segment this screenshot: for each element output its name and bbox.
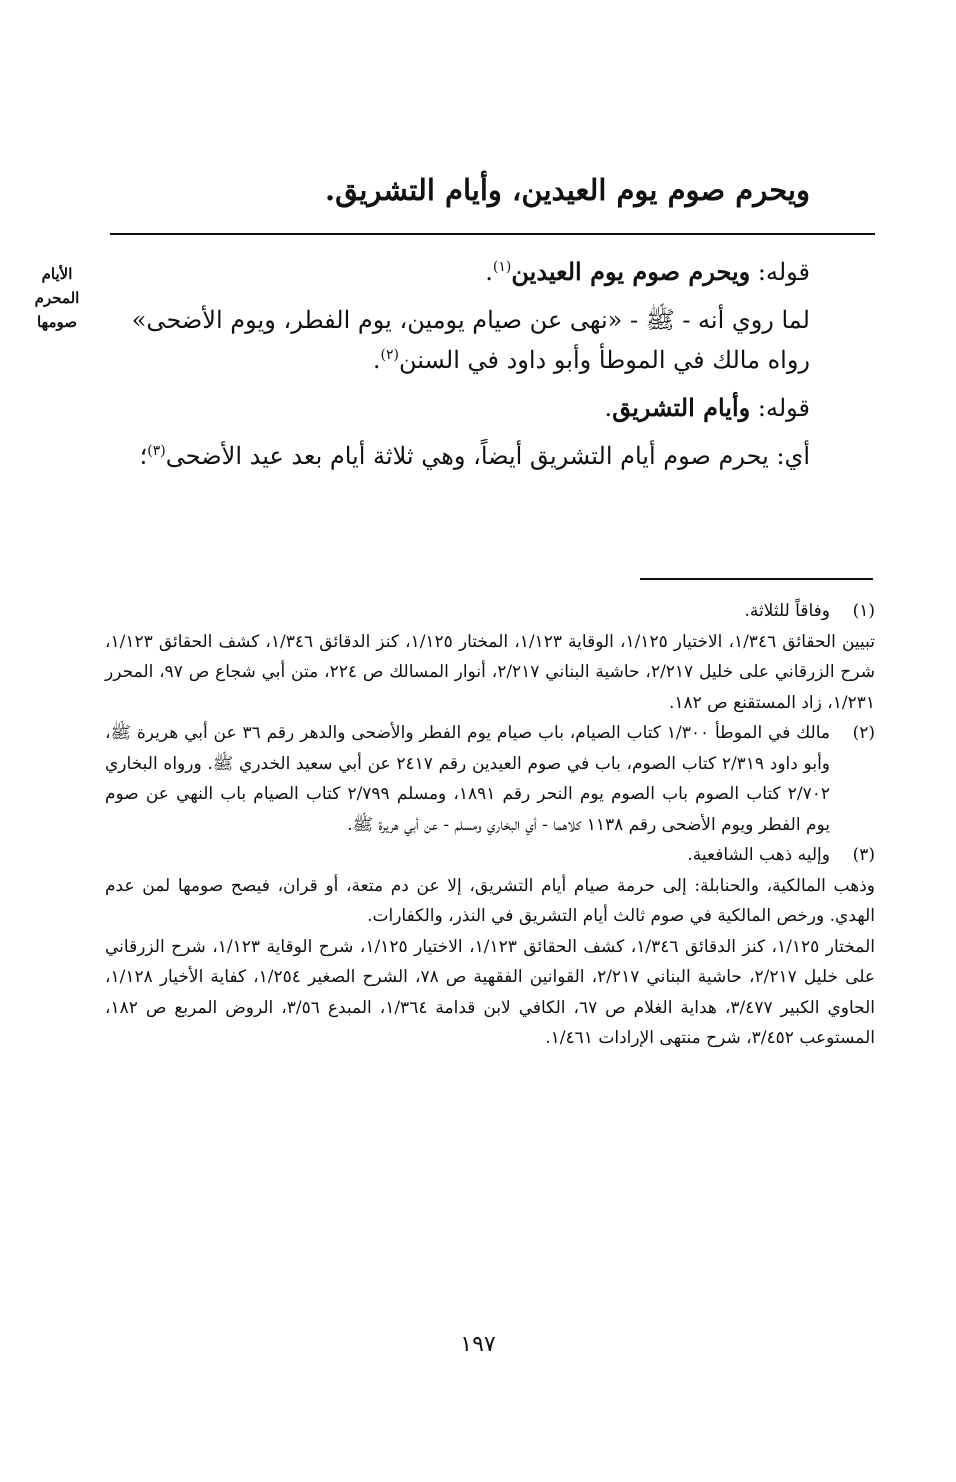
footnote-3-sources: المختار ١/١٢٥، كنز الدقائق ١/٣٤٦، كشف الحقائق ١/١٢٣، الاختيار ١/١٢٥، شرح الوقاية ١/١٢٣، شرح الزرقاني على خليل ٢/٢١٧، حاشية البناني ٢/٢١٧، القوانين الفقهية ص ٧٨، الشرح الصغير ١/٢٥٤، كفاية الأخيار ١/١٢٨، الحاوي الكبير ٣/٤٧٧، هداية الغلام ص ٦٧، الكافي لابن قدامة ١/٣٦٤، المبدع ٣/٥٦، الروض المربع ص ١٨٢، المستوعب ٣/٤٥٢، شرح منتهى الإرادات ١/٤٦١. bbox=[105, 936, 876, 1048]
main-text bbox=[105, 252, 875, 484]
margin-note bbox=[22, 262, 92, 334]
page-number: ١٩٧ bbox=[460, 1332, 496, 1357]
margin-note-line: الأيام bbox=[41, 265, 73, 283]
footnotes bbox=[105, 596, 875, 1054]
paragraph-text: أي: يحرم صوم أيام التشريق أيضاً، وهي ثلاثة أيام بعد عيد الأضحى bbox=[165, 442, 810, 470]
quote-intro: قوله: bbox=[750, 258, 810, 286]
punctuation: . bbox=[485, 258, 493, 286]
quoted-matn: ويحرم صوم يوم العيدين bbox=[511, 257, 751, 286]
footnote-title: وإليه ذهب الشافعية. bbox=[687, 845, 830, 865]
footnote-number: (٢) bbox=[852, 723, 875, 743]
footnote-body bbox=[105, 840, 830, 871]
footnote-ref: (٢) bbox=[380, 347, 399, 363]
header-divider bbox=[110, 233, 875, 235]
paragraph-4 bbox=[105, 436, 875, 476]
footnote-1-sources: تبيين الحقائق ١/٣٤٦، الاختيار ١/١٢٥، الوقاية ١/١٢٣، المختار ١/١٢٥، كنز الدقائق ١/٣٤٦، كشف الحقائق ١/١٢٣، شرح الزرقاني على خليل ٢/٢١٧، حاشية البناني ٢/٢١٧، أنوار المسالك ص ٢٢٤، متن أبي شجاع ص ٩٧، المحرر ١/٢٣١، زاد المستقنع ص ١٨٢. bbox=[105, 631, 876, 713]
footnote-divider bbox=[640, 578, 873, 580]
footnote-text: مالك في الموطأ ١/٣٠٠ كتاب الصيام، باب صيام يوم الفطر والأضحى والدهر رقم ٣٦ عن أبي هريرة ﷺ، وأبو داود ٢/٣١٩ كتاب الصوم، باب في صوم العيدين رقم ٢٤١٧ عن أبي سعيد الخدري ﷺ. ورواه البخاري ٢/٧٠٢ كتاب الصوم باب الصوم يوم النحر رقم ١٨٩١، ومسلم ٢/٧٩٩ كتاب الصيام باب النهي عن صوم يوم الفطر ويوم الأضحى رقم ١١٣٨ كلاهما - أي البخاري ومسلم - عن أبي هريرة ﷺ. bbox=[105, 723, 831, 835]
punctuation: ؛ bbox=[139, 442, 148, 470]
quote-intro: قوله: bbox=[750, 394, 810, 422]
quoted-matn: وأيام التشريق bbox=[612, 393, 751, 422]
paragraph-text: لما روي أنه - ﷺ - «نهى عن صيام يومين، يوم الفطر، ويوم الأضحى» رواه مالك في الموطأ وأبو داود في السنن bbox=[131, 306, 810, 374]
footnote-ref: (٣) bbox=[147, 443, 166, 459]
punctuation: . bbox=[372, 346, 381, 374]
margin-note-line: المحرم bbox=[34, 289, 80, 307]
footnote-3-text: وذهب المالكية، والحنابلة: إلى حرمة صيام أيام التشريق، إلا عن دم متعة، أو قران، فيصح صومها لمن عدم الهدي. ورخص المالكية في صوم ثالث أيام التشريق في النذر، والكفارات. bbox=[105, 875, 875, 926]
footnote-2 bbox=[105, 718, 875, 840]
footnote-number: (٣) bbox=[852, 845, 875, 865]
footnote-3 bbox=[105, 840, 875, 871]
page-header-title: ويحرم صوم يوم العيدين، وأيام التشريق. bbox=[325, 173, 810, 207]
footnote-body bbox=[105, 596, 830, 627]
paragraph-3 bbox=[105, 388, 875, 428]
footnote-title: وفاقاً للثلاثة. bbox=[744, 601, 830, 621]
footnote-ref: (١) bbox=[492, 259, 512, 275]
footnote-1 bbox=[105, 596, 875, 627]
paragraph-2 bbox=[105, 300, 875, 380]
margin-note-line: صومها bbox=[36, 313, 77, 331]
footnote-number: (١) bbox=[852, 601, 875, 621]
punctuation: . bbox=[604, 394, 613, 422]
footnote-body bbox=[105, 718, 830, 840]
paragraph-1 bbox=[105, 252, 875, 292]
